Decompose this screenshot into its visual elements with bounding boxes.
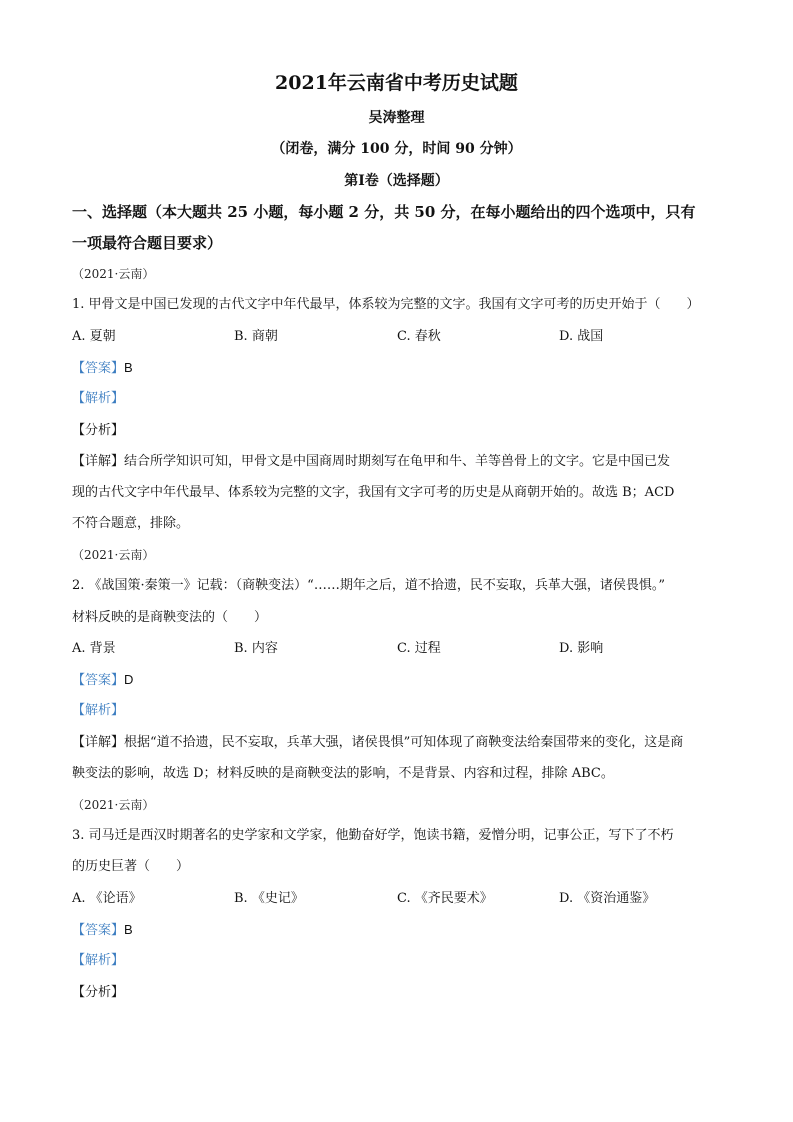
question-1-option-c: C. 春秋 [397,329,441,344]
question-1-stem: 1. 甲骨文是中国已发现的古代文字中年代最早，体系较为完整的文字。我国有文字可考的历史开始于（ ） [72,297,700,312]
answer-value: B [124,922,133,937]
question-1-option-a: A. 夏朝 [72,329,116,344]
answer-value: D [124,672,134,687]
question-2-detail-line1 [72,735,683,751]
question-2-option-a: A. 背景 [72,641,116,656]
author-line: 吴涛整理 [368,110,425,126]
exam-info: （闭卷，满分 100 分，时间 90 分钟） [271,141,522,157]
question-3-stem-line2: 的历史巨著（ ） [72,859,190,874]
detail-label: 【详解】 [72,454,125,469]
question-source: （2021·云南） [72,548,155,562]
question-3-option-b: B. 《史记》 [234,891,304,906]
question-2-answer [72,672,133,689]
answer-label: 【答案】 [72,361,125,376]
question-1-detail-line1 [72,454,670,470]
answer-label: 【答案】 [72,923,125,938]
question-source: （2021·云南） [72,798,155,812]
question-2-option-d: D. 影响 [559,641,604,656]
question-3-option-a: A. 《论语》 [72,891,142,906]
question-source: （2021·云南） [72,267,155,281]
question-1-option-d: D. 战国 [559,329,604,344]
answer-label: 【答案】 [72,673,125,688]
question-1-answer [72,360,133,377]
detail-text: 根据“道不拾遗，民不妄取，兵革大强，诸侯畏惧”可知体现了商鞅变法给秦国带来的变化，这是商 [124,735,684,750]
analysis-label: 【解析】 [72,703,125,718]
question-2-detail-line2: 鞅变法的影响，故选 D；材料反映的是商鞅变法的影响，不是背景、内容和过程，排除 ABC。 [72,766,614,781]
question-2-stem-line2: 材料反映的是商鞅变法的（ ） [72,610,268,625]
analysis-label: 【解析】 [72,391,125,406]
detail-label: 【详解】 [72,735,125,750]
question-3-answer [72,922,133,939]
page-title: 2021年云南省中考历史试题 [275,72,518,94]
question-3-option-d: D. 《资治通鉴》 [559,891,656,906]
detail-text: 结合所学知识可知，甲骨文是中国商周时期刻写在龟甲和牛、羊等兽骨上的文字。它是中国已发 [124,454,671,469]
question-2-stem-line1: 2. 《战国策·秦策一》记载：（商鞅变法）“……期年之后，道不拾遗，民不妄取，兵革大强，诸侯畏惧。” [72,578,665,593]
question-2-option-b: B. 内容 [234,641,278,656]
question-1-detail-line3: 不符合题意，排除。 [72,516,190,531]
answer-value: B [124,360,133,375]
question-3-option-c: C. 《齐民要术》 [397,891,493,906]
section-heading-line2: 一项最符合题目要求） [72,234,223,252]
question-3-stem-line1: 3. 司马迁是西汉时期著名的史学家和文学家，他勤奋好学，饱读书籍，爱憎分明，记事公正，写下了不朽 [72,828,674,843]
question-2-option-c: C. 过程 [397,641,441,656]
breakdown-label: 【分析】 [72,985,125,1000]
question-1-detail-line2: 现的古代文字中年代最早、体系较为完整的文字，我国有文字可考的历史是从商朝开始的。故选 B；ACD [72,485,675,500]
analysis-label: 【解析】 [72,953,125,968]
question-1-option-b: B. 商朝 [234,329,278,344]
breakdown-label: 【分析】 [72,423,125,438]
volume-heading: 第Ⅰ卷（选择题） [344,173,449,189]
section-heading-line1: 一、选择题（本大题共 25 小题，每小题 2 分，共 50 分，在每小题给出的四个选项中，只有 [72,203,696,221]
